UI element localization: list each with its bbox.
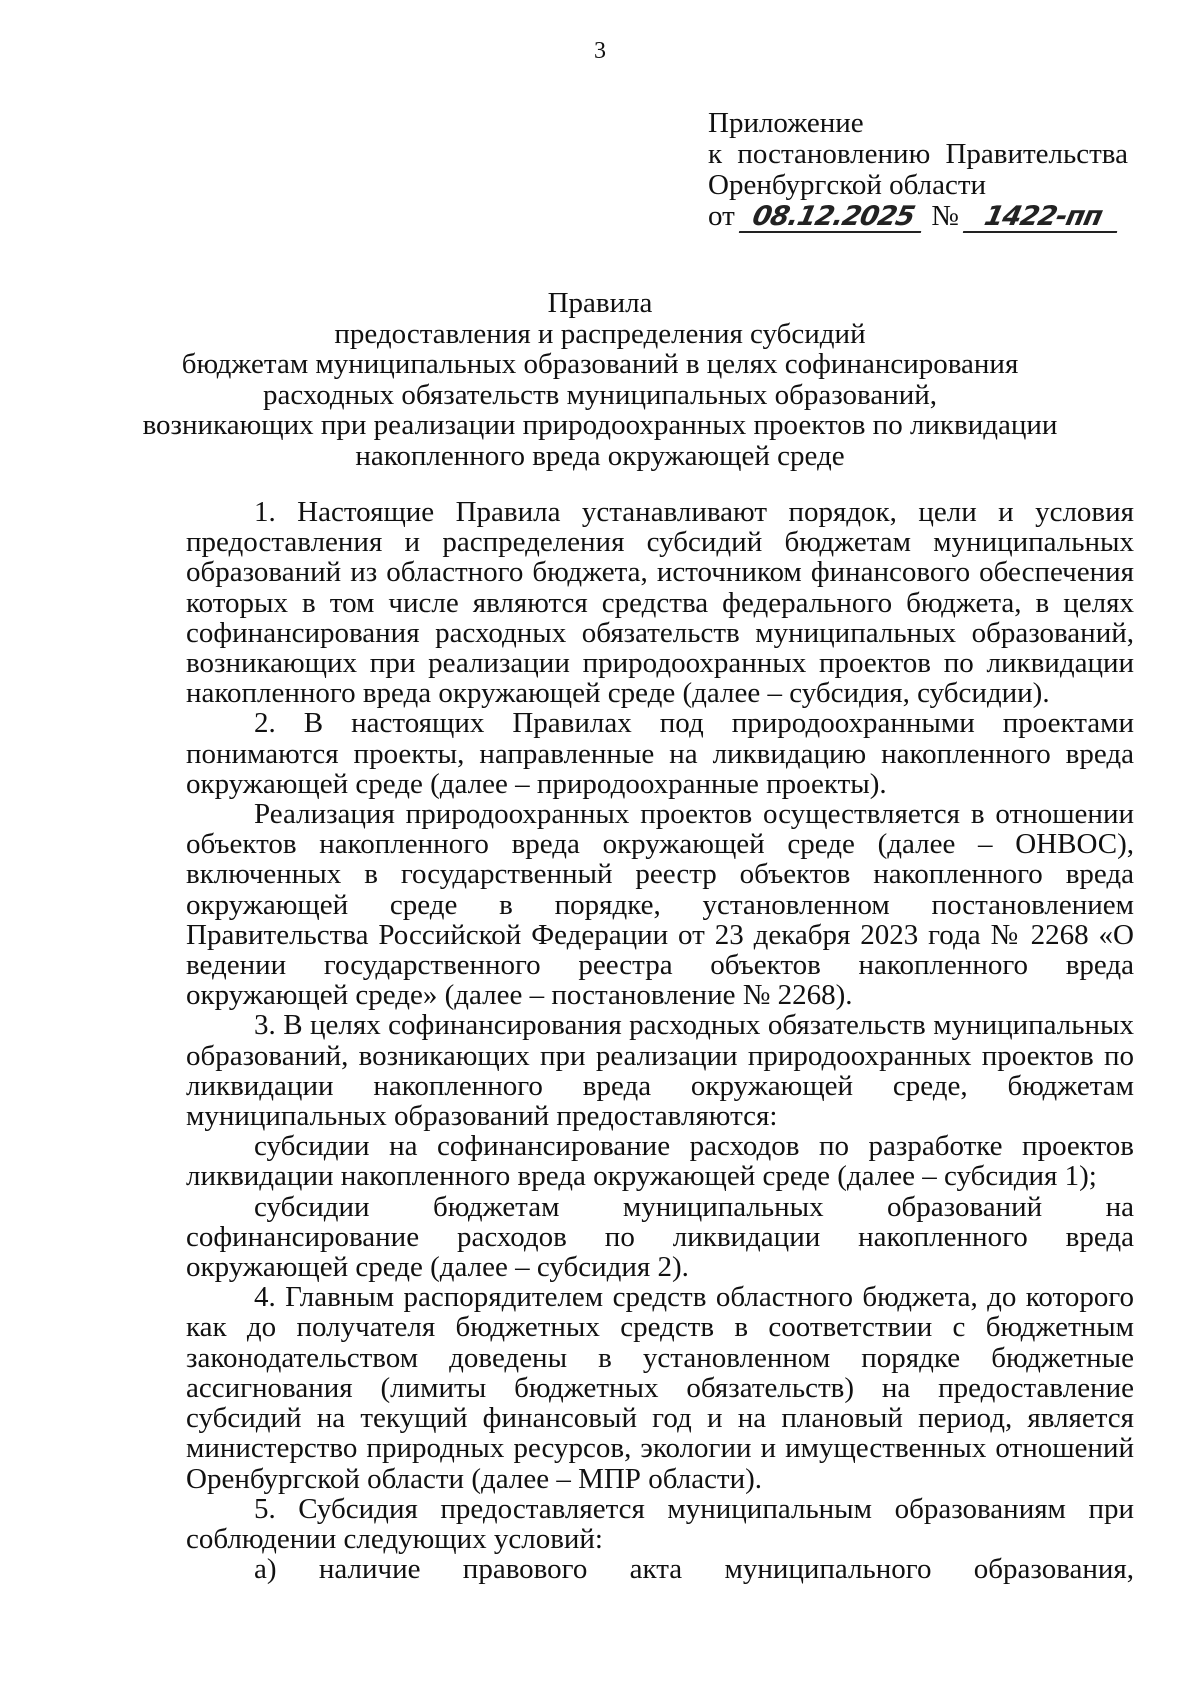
paragraph-1: 1. Настоящие Правила устанавливают порядок, цели и условия предоставления и распределения субсидий бюджетам муниципальных образований из областного бюджета, источником финансового обеспечения которых в том числе являются средства федерального бюджета, в целях софинансирования расходных обязательств муниципальных образований, возникающих при реализации природоохранных проектов по ликвидации накопленного вреда окружающей среде (далее – субсидия, субсидии). [186, 496, 1134, 710]
handwritten-date: 08.12.2025 [739, 203, 927, 233]
appendix-block [708, 108, 1168, 233]
title-line: бюджетам муниципальных образований в целях софинансирования [181, 348, 1019, 380]
document-title [120, 288, 1080, 471]
number-prefix: № [931, 200, 959, 232]
paragraph-3: 3. В целях софинансирования расходных обязательств муниципальных образований, возникающих при реализации природоохранных проектов по ликвидации накопленного вреда окружающей среде, бюджетам муниципальных образований предоставляются: [186, 1009, 1134, 1133]
paragraph-4: 4. Главным распорядителем средств областного бюджета, до которого как до получателя бюджетных средств в соответствии с бюджетным законодательством доведены в установленном порядке бюджетные ассигнования (лимиты бюджетных обязательств) на предоставление субсидий на текущий финансовый год и на плановый период, является министерство природных ресурсов, экологии и имущественных отношений Оренбургской области (далее – МПР области). [186, 1281, 1134, 1495]
paragraph-5-item-a: а) наличие правового акта муниципального образования, [254, 1553, 1134, 1586]
title-line: предоставления и распределения субсидий [334, 317, 866, 350]
paragraph-2-continued: Реализация природоохранных проектов осуществляется в отношении объектов накопленного вреда окружающей среде (далее – ОНВОС), включенных в государственный реестр объектов накопленного вреда окружающей среде в порядке, установленном постановлением Правительства Российской Федерации от 23 декабря 2023 года № 2268 «О ведении государственного реестра объектов накопленного вреда окружающей среде» (далее – постановление № 2268). [186, 798, 1134, 1012]
handwritten-number: 1422-пп [963, 203, 1123, 233]
appendix-region-line: Оренбургской области [708, 169, 987, 201]
paragraph-3-item-1: субсидии на софинансирование расходов по разработке проектов ликвидации накопленного вреда окружающей среде (далее – субсидия 1); [186, 1130, 1134, 1193]
title-line: накопленного вреда окружающей среде [355, 439, 845, 472]
appendix-resolution-line: к постановлению Правительства [708, 138, 1128, 170]
document-body [186, 497, 1134, 1584]
page-number: 3 [594, 38, 606, 64]
title-line: Правила [547, 287, 653, 319]
paragraph-5: 5. Субсидия предоставляется муниципальным образованиям при соблюдении следующих условий: [186, 1492, 1134, 1555]
appendix-heading: Приложение [708, 107, 864, 139]
paragraph-3-item-2: субсидии бюджетам муниципальных образований на софинансирование расходов по ликвидации накопленного вреда окружающей среде (далее – субсидия 2). [186, 1190, 1134, 1284]
date-prefix: от [708, 200, 735, 232]
appendix-date-line [708, 201, 1168, 233]
title-line: расходных обязательств муниципальных образований, [262, 378, 938, 411]
title-line: возникающих при реализации природоохранных проектов по ликвидации [142, 409, 1058, 441]
paragraph-2: 2. В настоящих Правилах под природоохранными проектами понимаются проекты, направленные на ликвидацию накопленного вреда окружающей среде (далее – природоохранные проекты). [186, 707, 1134, 800]
